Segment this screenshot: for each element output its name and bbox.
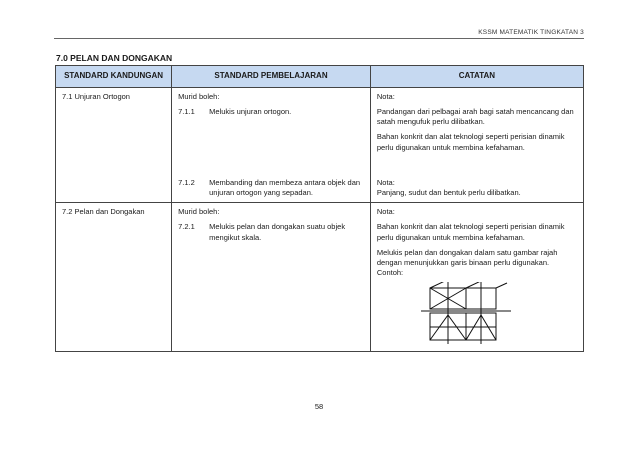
standard-label: 7.2 Pelan dan Dongakan: [62, 207, 145, 217]
page-header: KSSM MATEMATIK TINGKATAN 3: [478, 29, 584, 36]
learning-cell: [172, 203, 371, 352]
standard-cell: [56, 88, 172, 203]
learning-cell: [172, 174, 371, 203]
column-header-standard-pembelajaran: STANDARD PEMBELAJARAN: [172, 66, 371, 88]
learning-cell: [172, 88, 371, 175]
note-paragraph: Bahan konkrit dan alat teknologi seperti perisian dinamik perlu digunakan untuk membina kefahaman.: [376, 222, 565, 242]
learning-code: 7.1.2: [178, 178, 195, 187]
notes-label: Nota:: [376, 178, 395, 187]
notes-cell: [370, 88, 583, 175]
section-title: 7.0 PELAN DAN DONGAKAN: [56, 53, 173, 63]
notes-cell: [370, 203, 583, 352]
learning-intro: Murid boleh:: [178, 207, 220, 217]
note-paragraph: Bahan konkrit dan alat teknologi seperti perisian dinamik perlu digunakan untuk membina kefahaman.: [376, 132, 565, 152]
table-row: [56, 203, 584, 352]
learning-intro: Murid boleh:: [178, 92, 220, 101]
learning-code: 7.1.1: [178, 107, 195, 117]
standard-cell: [56, 203, 172, 352]
learning-text: Membanding dan membeza antara objek dan unjuran ortogon yang sepadan.: [209, 178, 361, 198]
curriculum-table: [55, 65, 584, 352]
page-number: 58: [314, 402, 324, 411]
plan-elevation-drawing: [419, 282, 515, 344]
header-rule: [54, 38, 584, 39]
note-paragraph: Panjang, sudut dan bentuk perlu dilibatkan.: [376, 188, 521, 198]
notes-cell: [370, 174, 583, 203]
learning-item: [178, 107, 365, 117]
standard-label: 7.1 Unjuran Ortogon: [62, 92, 130, 101]
learning-code: 7.2.1: [178, 222, 195, 232]
table-header-row: [56, 66, 584, 88]
learning-text: Melukis unjuran ortogon.: [209, 107, 292, 117]
notes-label: Nota:: [376, 92, 395, 101]
table-row: [56, 88, 584, 175]
note-paragraph: Pandangan dari pelbagai arah bagi satah mencancang dan satah mengufuk perlu dilibatkan.: [376, 107, 574, 127]
learning-item: [178, 222, 365, 242]
example-label: Contoh:: [376, 267, 404, 277]
learning-item: [178, 178, 365, 198]
column-header-catatan: CATATAN: [370, 66, 583, 88]
note-paragraph: Melukis pelan dan dongakan dalam satu gambar rajah dengan menunjukkan garis binaan perlu digunakan.: [376, 247, 558, 267]
column-header-standard-kandungan: STANDARD KANDUNGAN: [56, 66, 172, 88]
learning-text: Melukis pelan dan dongakan suatu objek mengikut skala.: [209, 222, 346, 242]
notes-label: Nota:: [376, 207, 395, 217]
